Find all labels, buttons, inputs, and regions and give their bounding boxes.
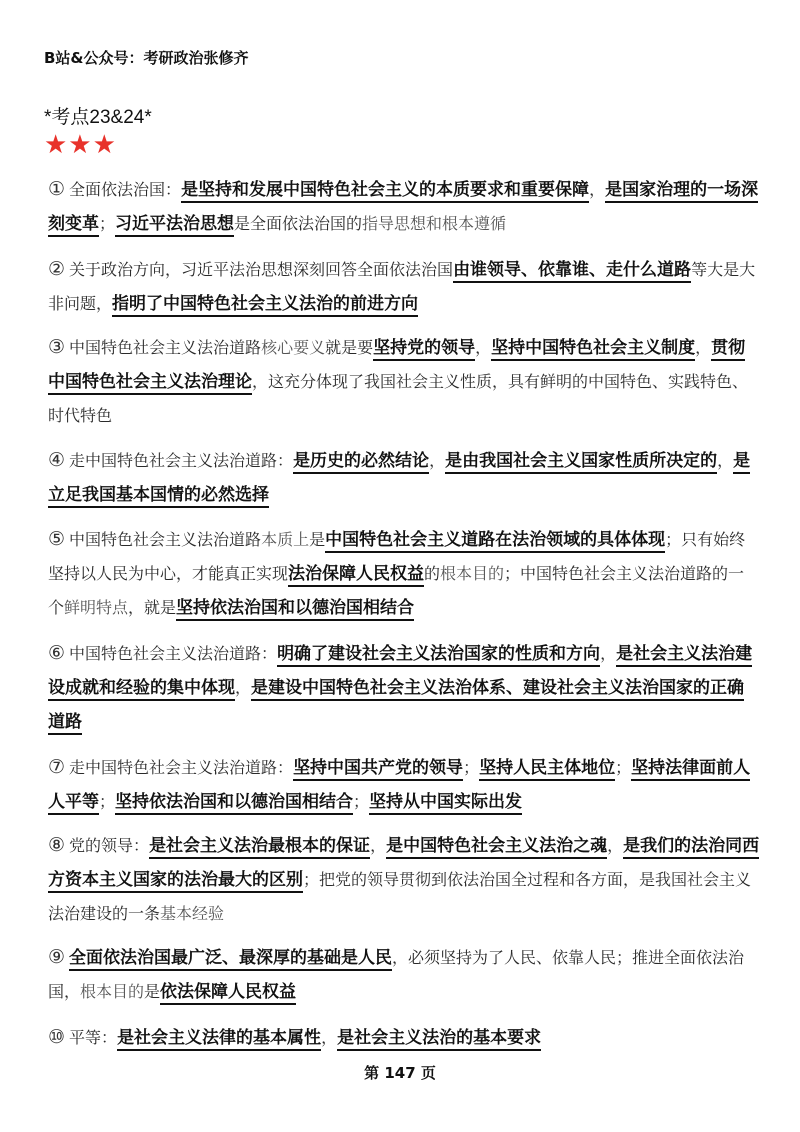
key-phrase: 是历史的必然结论 bbox=[293, 451, 429, 474]
key-phrase: 习近平法治思想 bbox=[115, 214, 234, 237]
body-text: ，必须坚持为了人民、依靠人民；推进全面依法治国， bbox=[48, 948, 745, 1001]
key-phrase: 是中国特色社会主义法治之魂 bbox=[386, 836, 607, 859]
term-phrase: 根本目的 bbox=[80, 982, 145, 1001]
key-phrase: 贯彻中国特色社会主义法治理论 bbox=[48, 338, 745, 395]
channel-header: B站&公众号：考研政治张修齐 bbox=[44, 49, 249, 67]
body-text: 是 bbox=[309, 530, 326, 549]
term-phrase: 核心要义 bbox=[261, 338, 326, 357]
point-number: ⑨ bbox=[48, 946, 66, 968]
point-5 bbox=[48, 522, 760, 625]
topic-title: *考点23&24* bbox=[44, 107, 152, 128]
body-text: ， bbox=[695, 338, 712, 357]
body-text: 中国特色社会主义法治道路： bbox=[69, 644, 278, 663]
point-number: ⑩ bbox=[48, 1026, 66, 1048]
body-text: ， bbox=[589, 180, 606, 199]
key-phrase: 坚持党的领导 bbox=[373, 338, 475, 361]
point-number: ② bbox=[48, 258, 66, 280]
body-text: ； bbox=[99, 792, 116, 811]
body-text: 中国特色社会主义法治道路 bbox=[69, 530, 262, 549]
key-phrase: 坚持中国共产党的领导 bbox=[293, 758, 463, 781]
point-number: ④ bbox=[48, 449, 66, 471]
key-phrase: 由谁领导、依靠谁、走什么道路 bbox=[453, 260, 691, 283]
body-text: ，这充分体现了我国社会主义性质，具有鲜明的中国特色、实践特色、时代特色 bbox=[48, 372, 749, 425]
key-phrase: 全面依法治国最广泛、最深厚的基础是人民 bbox=[69, 948, 392, 971]
body-text: ； bbox=[99, 214, 116, 233]
key-phrase: 坚持从中国实际出发 bbox=[369, 792, 522, 815]
point-number: ⑥ bbox=[48, 642, 66, 664]
point-number: ⑤ bbox=[48, 528, 66, 550]
point-number: ⑦ bbox=[48, 756, 66, 778]
key-phrase: 是由我国社会主义国家性质所决定的 bbox=[445, 451, 717, 474]
body-text: ， bbox=[235, 678, 252, 697]
key-phrase: 是坚持和发展中国特色社会主义的本质要求和重要保障 bbox=[181, 180, 589, 203]
key-phrase: 是社会主义法治的基本要求 bbox=[337, 1028, 541, 1051]
body-text: ；把党的领导贯彻到依法治国全过程和各方面，是我国社会主义法治建设的一条 bbox=[48, 870, 752, 923]
body-text: 就是要 bbox=[325, 338, 374, 357]
body-text: 党的领导： bbox=[69, 836, 150, 855]
body-text: 走中国特色社会主义法治道路： bbox=[69, 758, 294, 777]
point-9 bbox=[48, 940, 760, 1009]
body-text: ，就是 bbox=[128, 598, 177, 617]
term-phrase: 鲜明特点 bbox=[64, 598, 129, 617]
body-text: 中国特色社会主义法治道路 bbox=[69, 338, 262, 357]
body-text: ， bbox=[475, 338, 492, 357]
body-text: ； bbox=[615, 758, 632, 777]
body-text: ， bbox=[370, 836, 387, 855]
body-text: 是全面依法治国的 bbox=[234, 214, 363, 233]
body-text: ， bbox=[600, 644, 617, 663]
point-2 bbox=[48, 252, 760, 321]
point-8 bbox=[48, 828, 760, 931]
key-phrase: 是社会主义法治最根本的保证 bbox=[149, 836, 370, 859]
key-phrase: 是国家治理的一场深刻变革 bbox=[48, 180, 758, 237]
point-number: ① bbox=[48, 178, 66, 200]
importance-stars: ★★★ bbox=[44, 130, 117, 160]
key-phrase: 坚持依法治国和以德治国相结合 bbox=[176, 598, 414, 621]
point-4 bbox=[48, 443, 760, 512]
term-phrase: 根本目的 bbox=[440, 564, 505, 583]
term-phrase: 指导思想和根本遵循 bbox=[362, 214, 507, 233]
body-text: ；只有始终坚持以人民为中心，才能真正实现 bbox=[48, 530, 746, 583]
body-text: 等大是大非问题， bbox=[48, 260, 756, 313]
body-text: ， bbox=[429, 451, 446, 470]
body-text: 平等： bbox=[69, 1028, 118, 1047]
point-1 bbox=[48, 172, 760, 241]
body-text: 的 bbox=[424, 564, 441, 583]
key-phrase: 是社会主义法治建设成就和经验的集中体现 bbox=[48, 644, 752, 701]
body-text: ；中国特色社会主义法治道路的一个 bbox=[48, 564, 745, 617]
body-text: ， bbox=[717, 451, 734, 470]
point-10 bbox=[48, 1020, 760, 1055]
key-phrase: 坚持人民主体地位 bbox=[479, 758, 615, 781]
point-6 bbox=[48, 636, 760, 739]
key-phrase: 是建设中国特色社会主义法治体系、建设社会主义法治国家的正确道路 bbox=[48, 678, 744, 735]
body-text: 走中国特色社会主义法治道路： bbox=[69, 451, 294, 470]
term-phrase: 基本经验 bbox=[160, 904, 225, 923]
key-phrase: 法治保障人民权益 bbox=[288, 564, 424, 587]
key-phrase: 坚持依法治国和以德治国相结合 bbox=[115, 792, 353, 815]
page-number: 第 147 页 bbox=[364, 1064, 436, 1082]
body-text: ； bbox=[353, 792, 370, 811]
key-phrase: 依法保障人民权益 bbox=[160, 982, 296, 1005]
point-3 bbox=[48, 330, 760, 433]
key-phrase: 明确了建设社会主义法治国家的性质和方向 bbox=[277, 644, 600, 667]
body-text: 是 bbox=[144, 982, 161, 1001]
key-phrase: 坚持法律面前人人平等 bbox=[48, 758, 750, 815]
term-phrase: 本质上 bbox=[261, 530, 310, 549]
key-phrase: 是社会主义法律的基本属性 bbox=[117, 1028, 321, 1051]
key-phrase: 坚持中国特色社会主义制度 bbox=[491, 338, 695, 361]
body-text: ， bbox=[607, 836, 624, 855]
key-phrase: 是我们的法治同西方资本主义国家的法治最大的区别 bbox=[48, 836, 759, 893]
point-number: ⑧ bbox=[48, 834, 66, 856]
body-text: ； bbox=[463, 758, 480, 777]
key-phrase: 中国特色社会主义道路在法治领域的具体体现 bbox=[325, 530, 665, 553]
body-text: 全面依法治国： bbox=[69, 180, 182, 199]
body-text: 关于政治方向，习近平法治思想深刻回答全面依法治国 bbox=[69, 260, 454, 279]
body-text: ， bbox=[321, 1028, 338, 1047]
key-phrase: 指明了中国特色社会主义法治的前进方向 bbox=[112, 294, 418, 317]
point-7 bbox=[48, 750, 760, 819]
key-phrase: 是立足我国基本国情的必然选择 bbox=[48, 451, 750, 508]
point-number: ③ bbox=[48, 336, 66, 358]
